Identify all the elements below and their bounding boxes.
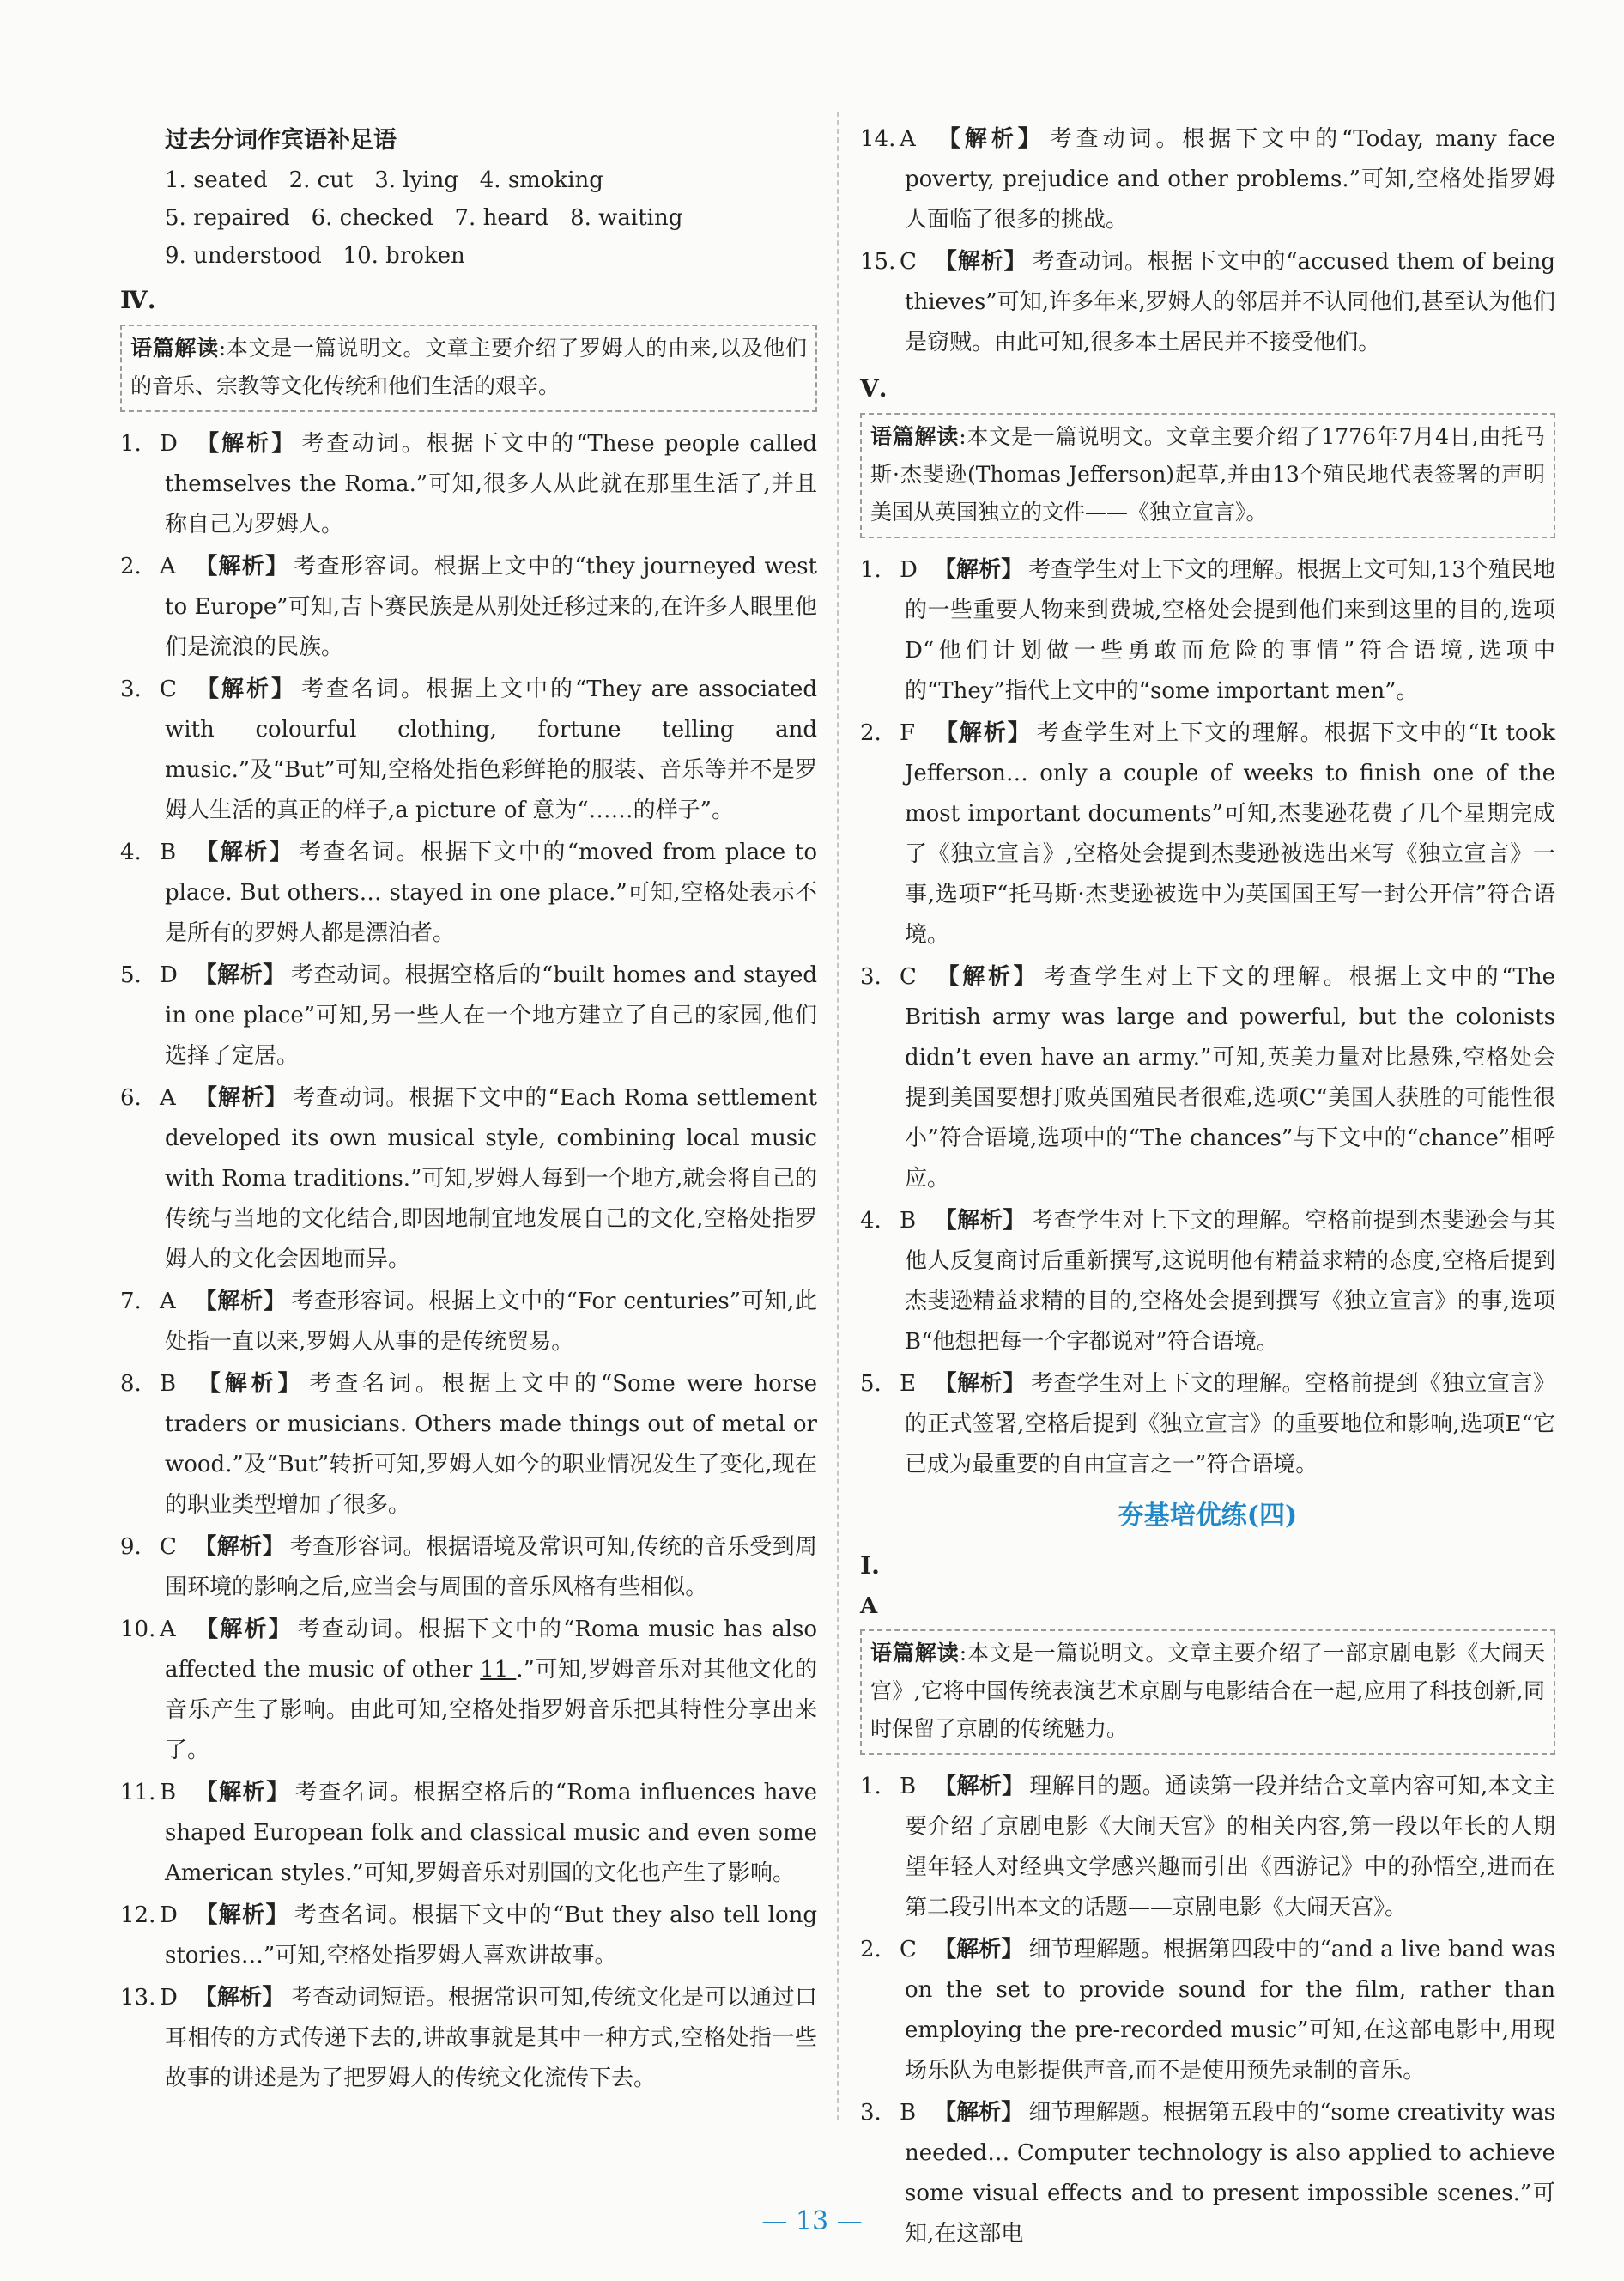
item-blank: 11	[480, 1657, 517, 1683]
item-explanation: 考查形容词。根据语境及常识可知,传统的音乐受到周围环境的影响之后,应当会与周围的音乐风格有些相似。	[165, 1534, 817, 1600]
passage-summary-box	[860, 1629, 1555, 1755]
item-number: 12.	[120, 1902, 156, 1928]
item-explanation: 考查动词。根据下文中的“Each Roma settlement developed its own musical style, combining local music with Roma traditions.”可知,罗姆人每到一个地方,就会将自己的传统与当地的文化结合,即因地制宜地发展自己的文化,空格处指罗姆人的文化会因地而异。	[165, 1085, 817, 1272]
item-tag: 【解析】	[934, 1371, 1026, 1397]
item-number: 5.	[120, 962, 142, 988]
passage-summary-label: 语篇解读	[130, 336, 219, 361]
item-number: 3.	[120, 676, 142, 702]
column-divider	[837, 112, 839, 2120]
item-tag: 【解析】	[934, 1208, 1026, 1234]
item-explanation: 考查动词。根据下文中的“These people called themselves the Roma.”可知,很多人从此就在那里生活了,并且称自己为罗姆人。	[165, 431, 817, 537]
answer-item	[120, 833, 817, 954]
item-explanation: 细节理解题。根据第五段中的“some creativity was needed… Computer technology is also applied to achieve some visual effects and to present impossible scenes.”可知,在这部电	[905, 2100, 1555, 2247]
answer-item	[120, 1364, 817, 1526]
item-explanation: 考查学生对上下文的理解。空格前提到《独立宣言》的正式签署,空格后提到《独立宣言》的重要地位和影响,选项E“它已成为最重要的自由宣言之一”符合语境。	[905, 1371, 1555, 1477]
item-explanation: 理解目的题。通读第一段并结合文章内容可知,本文主要介绍了京剧电影《大闹天宫》的相关内容,第一段以年长的人期望年轻人对经典文学感兴趣而引出《西游记》中的孙悟空,进而在第二段引出本文的话题——京剧电影《大闹天宫》。	[905, 1774, 1555, 1920]
item-explanation: 考查形容词。根据上文中的“they journeyed west to Europe”可知,吉卜赛民族是从别处迁移过来的,在许多人眼里他们是流浪的民族。	[165, 554, 817, 660]
answer-list	[120, 424, 817, 2099]
item-answer: C	[900, 249, 917, 275]
item-explanation: 考查名词。根据上文中的“Some were horse traders or musicians. Others made things out of metal or wood.”及“But”转折可知,罗姆人如今的职业情况发生了变化,现在的职业类型增加了很多。	[165, 1371, 817, 1518]
item-number: 2.	[860, 720, 882, 746]
item-number: 9.	[120, 1534, 142, 1560]
item-answer: B	[900, 2100, 917, 2126]
item-number: 2.	[860, 1937, 882, 1963]
answer-item	[860, 119, 1555, 240]
item-answer: C	[900, 964, 917, 990]
answer-item	[860, 550, 1555, 712]
item-number: 1.	[860, 1774, 882, 1799]
answer-item	[860, 242, 1555, 363]
item-answer: D	[160, 1985, 178, 2011]
item-answer: B	[900, 1208, 917, 1234]
answer-item	[120, 1610, 817, 1771]
item-explanation: 考查名词。根据下文中的“moved from place to place. But others… stayed in one place.”可知,空格处表示不是所有的罗姆人都是漂泊者。	[165, 840, 817, 946]
answer-line: 1. seated 2. cut 3. lying 4. smoking	[165, 167, 603, 193]
answer-item	[860, 1930, 1555, 2091]
item-tag: 【解析】	[194, 1780, 290, 1805]
item-explanation: 考查名词。根据下文中的“But they also tell long stories…”可知,空格处指罗姆人喜欢讲故事。	[165, 1902, 817, 1969]
item-number: 5.	[860, 1371, 882, 1397]
item-explanation: 考查动词。根据下文中的“accused them of being thieves”可知,许多年来,罗姆人的邻居并不认同他们,甚至认为他们是窃贼。由此可知,很多本土居民并不接受他们。	[905, 249, 1555, 355]
item-number: 3.	[860, 964, 882, 990]
item-answer: D	[900, 557, 918, 583]
answer-item	[120, 547, 817, 668]
item-answer: D	[160, 962, 178, 988]
item-explanation: 考查动词。根据下文中的“Roma music has also affected the music of other	[165, 1617, 817, 1683]
passage-summary-label: 语篇解读	[870, 424, 960, 449]
answer-item	[120, 1978, 817, 2099]
item-answer: B	[160, 1371, 177, 1397]
item-number: 1.	[860, 557, 882, 583]
item-tag: 【解析】	[194, 1534, 285, 1560]
answer-item	[120, 670, 817, 831]
item-answer: D	[160, 1902, 178, 1928]
passage-summary-label: 语篇解读	[870, 1641, 960, 1665]
item-number: 10.	[120, 1617, 156, 1642]
item-tag: 【解析】	[194, 1289, 287, 1314]
answer-list	[860, 1767, 1555, 2254]
answer-item	[860, 713, 1555, 955]
section-subhead: 过去分词作宾语补足语	[165, 127, 397, 154]
answer-line: 5. repaired 6. checked 7. heard 8. waiting	[165, 205, 683, 231]
answer-item	[120, 1282, 817, 1362]
item-tag: 【解析】	[934, 2100, 1024, 2126]
item-tag: 【解析】	[934, 1774, 1025, 1799]
item-number: 1.	[120, 431, 142, 457]
item-tag: 【解析】	[194, 676, 296, 702]
item-tag: 【解析】	[194, 554, 289, 579]
item-number: 4.	[120, 840, 142, 865]
item-tag: 【解析】	[194, 431, 297, 457]
left-column	[120, 118, 817, 2101]
item-number: 2.	[120, 554, 142, 579]
item-number: 13.	[120, 1985, 156, 2011]
item-tag: 【解析】	[194, 840, 294, 865]
item-answer: A	[160, 1289, 176, 1314]
item-tag: 【解析】	[934, 1937, 1024, 1963]
answer-list	[860, 550, 1555, 1485]
answer-item	[860, 1767, 1555, 1928]
item-number: 6.	[120, 1085, 142, 1111]
answer-item	[860, 957, 1555, 1199]
item-explanation: 考查学生对上下文的理解。根据上文中的“The British army was large and powerful, but the colonists didn’t even have an army.”可知,英美力量对比悬殊,空格处会提到美国要想打败英国殖民者很难,选项C“美国人获胜的可能性很小”符合语境,选项中的“The chances”与下文中的“chance”相呼应。	[905, 964, 1555, 1192]
answer-line: 9. understood 10. broken	[165, 243, 465, 269]
item-answer: A	[160, 1617, 176, 1642]
item-number: 11.	[120, 1780, 156, 1805]
item-tag: 【解析】	[194, 1902, 289, 1928]
item-tag: 【解析】	[934, 964, 1039, 990]
section-title: 夯基培优练(四)	[1118, 1501, 1298, 1531]
answer-item	[120, 1527, 817, 1608]
passage-summary-text: :本文是一篇说明文。文章主要介绍了一部京剧电影《大闹天宫》,它将中国传统表演艺术京剧与电影结合在一起,应用了科技创新,同时保留了京剧的传统魅力。	[870, 1641, 1545, 1741]
item-explanation: 考查动词短语。根据常识可知,传统文化是可以通过口耳相传的方式传递下去的,讲故事就是其中一种方式,空格处指一些故事的讲述是为了把罗姆人的传统文化流传下去。	[165, 1985, 817, 2091]
item-answer: B	[160, 1780, 177, 1805]
roman-heading-i: Ⅰ.	[860, 1551, 880, 1580]
item-answer: B	[160, 840, 177, 865]
item-tag: 【解析】	[934, 557, 1024, 583]
item-answer: A	[160, 1085, 176, 1111]
item-answer: C	[900, 1937, 917, 1963]
item-explanation: 考查名词。根据上文中的“They are associated with colourful clothing, fortune telling and music.”及“But”可知,空格处指色彩鲜艳的服装、音乐等并不是罗姆人生活的真正的样子,a picture of 意为“……的样子”。	[165, 676, 817, 823]
item-answer: D	[160, 431, 178, 457]
item-number: 14.	[860, 126, 896, 152]
right-column	[860, 118, 1555, 2256]
answer-item	[120, 424, 817, 545]
item-answer: C	[160, 1534, 177, 1560]
passage-summary-box	[860, 413, 1555, 538]
item-explanation: 考查形容词。根据上文中的“For centuries”可知,此处指一直以来,罗姆人从事的是传统贸易。	[165, 1289, 817, 1355]
answer-item	[120, 1773, 817, 1894]
item-number: 4.	[860, 1208, 882, 1234]
item-answer: E	[900, 1371, 916, 1397]
passage-summary-box	[120, 325, 817, 412]
passage-summary-text: :本文是一篇说明文。文章主要介绍了罗姆人的由来,以及他们的音乐、宗教等文化传统和他们生活的艰辛。	[130, 336, 807, 398]
answer-item	[120, 1896, 817, 1976]
item-explanation: .”可知,罗姆音乐对其他文化的音乐产生了影响。由此可知,空格处指罗姆音乐把其特性分享出来了。	[165, 1657, 817, 1763]
item-number: 7.	[120, 1289, 142, 1314]
item-explanation: 考查动词。根据下文中的“Today, many face poverty, prejudice and other problems.”可知,空格处指罗姆人面临了很多的挑战。	[905, 126, 1555, 233]
item-explanation: 考查名词。根据空格后的“Roma influences have shaped European folk and classical music and even some American styles.”可知,罗姆音乐对别国的文化也产生了影响。	[165, 1780, 817, 1886]
item-tag: 【解析】	[934, 126, 1045, 152]
item-explanation: 考查学生对上下文的理解。空格前提到杰斐逊会与其他人反复商讨后重新撰写,这说明他有精益求精的态度,空格后提到杰斐逊精益求精的目的,空格处会提到撰写《独立宣言》的事,选项B“他想把每一个字都说对”符合语境。	[905, 1208, 1555, 1355]
roman-heading-v: Ⅴ.	[860, 374, 888, 403]
item-answer: A	[900, 126, 916, 152]
item-explanation: 细节理解题。根据第四段中的“and a live band was on the set to provide sound for the film, rather than employing the pre-recorded music”可知,在这部电影中,用现场乐队为电影提供声音,而不是使用预先录制的音乐。	[905, 1937, 1555, 2084]
item-tag: 【解析】	[934, 720, 1032, 746]
item-tag: 【解析】	[194, 1985, 285, 2011]
item-explanation: 考查动词。根据空格后的“built homes and stayed in one place”可知,另一些人在一个地方建立了自己的家园,他们选择了定居。	[165, 962, 817, 1069]
item-tag: 【解析】	[194, 1371, 305, 1397]
answer-item	[120, 955, 817, 1077]
item-number: 3.	[860, 2100, 882, 2126]
item-answer: A	[160, 554, 176, 579]
item-number: 15.	[860, 249, 896, 275]
item-tag: 【解析】	[194, 1085, 288, 1111]
answer-item	[120, 1078, 817, 1280]
item-answer: C	[160, 676, 177, 702]
page-number: — 13 —	[761, 2206, 863, 2236]
answer-item	[860, 1364, 1555, 1485]
item-number: 8.	[120, 1371, 142, 1397]
roman-heading-iv: Ⅳ.	[120, 286, 156, 314]
sub-heading-a: A	[860, 1593, 878, 1619]
item-tag: 【解析】	[194, 1617, 293, 1642]
answer-list	[860, 119, 1555, 363]
passage-summary-text: :本文是一篇说明文。文章主要介绍了1776年7月4日,由托马斯·杰斐逊(Thomas Jefferson)起草,并由13个殖民地代表签署的声明美国从英国独立的文件——《独立宣言》。	[870, 424, 1545, 525]
item-explanation: 考查学生对上下文的理解。根据上文可知,13个殖民地的一些重要人物来到费城,空格处会提到他们来到这里的目的,选项D“他们计划做一些勇敢而危险的事情”符合语境,选项中的“They”指代上文中的“some important men”。	[905, 557, 1555, 704]
item-tag: 【解析】	[194, 962, 286, 988]
item-answer: F	[900, 720, 916, 746]
item-answer: B	[900, 1774, 917, 1799]
item-explanation: 考查学生对上下文的理解。根据下文中的“It took Jefferson… only a couple of weeks to finish one of the most important documents”可知,杰斐逊花费了几个星期完成了《独立宣言》,空格处会提到杰斐逊被选出来写《独立宣言》一事,选项F“托马斯·杰斐逊被选中为英国国王写一封公开信”符合语境。	[905, 720, 1555, 948]
answer-item	[860, 1201, 1555, 1362]
item-tag: 【解析】	[934, 249, 1027, 275]
